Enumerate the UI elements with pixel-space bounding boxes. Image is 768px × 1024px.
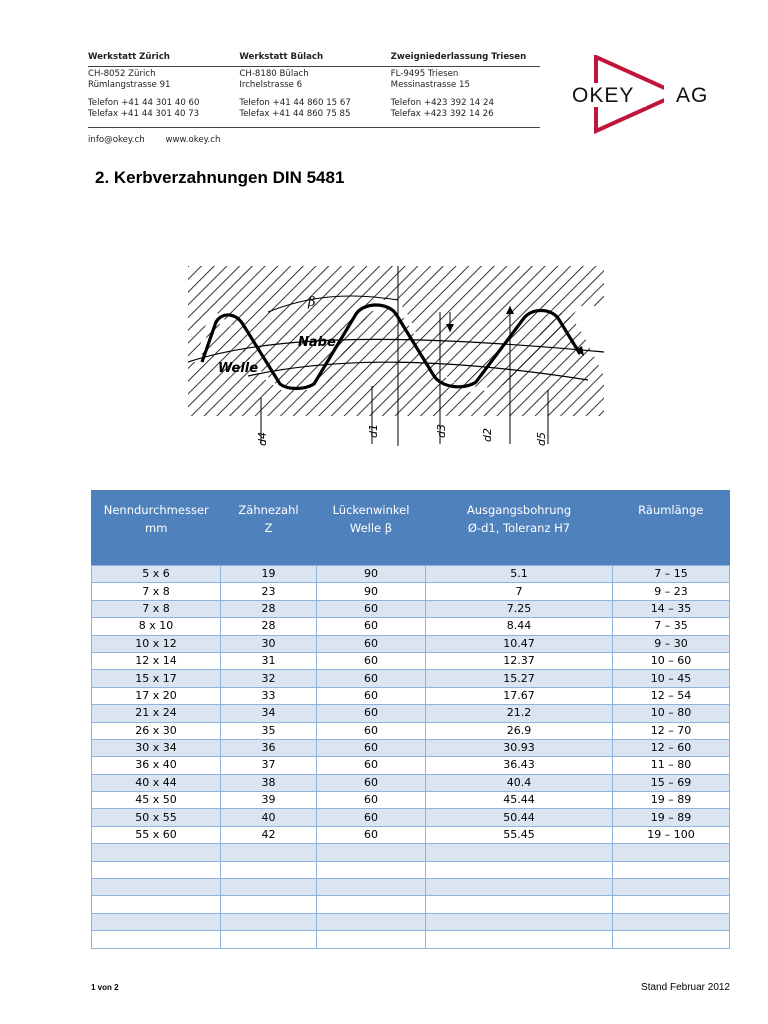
table-cell: 35 — [221, 722, 317, 739]
table-row — [92, 774, 730, 791]
table-row — [92, 618, 730, 635]
table-cell: 55 x 60 — [92, 826, 221, 843]
branch-name: Werkstatt Zürich — [88, 52, 170, 62]
table-cell: 40.4 — [426, 774, 613, 791]
table-row — [92, 652, 730, 669]
table-cell — [613, 913, 730, 930]
table-cell: 10 – 80 — [613, 705, 730, 722]
table-cell: 7 x 8 — [92, 583, 221, 600]
table-cell — [613, 879, 730, 896]
website-link[interactable]: www.okey.ch — [165, 135, 221, 145]
okey-logo — [566, 55, 726, 135]
fax: Telefax +41 44 301 40 73 — [88, 109, 200, 119]
table-cell: 23 — [221, 583, 317, 600]
table-cell: 9 – 30 — [613, 635, 730, 652]
table-cell: 7 – 35 — [613, 618, 730, 635]
table-row — [92, 931, 730, 948]
table-cell: 10 – 60 — [613, 652, 730, 669]
table-cell — [221, 861, 317, 878]
label-welle: Welle — [218, 361, 259, 376]
table-cell: 9 – 23 — [613, 583, 730, 600]
table-cell: 7 — [426, 583, 613, 600]
phone: Telefon +41 44 301 40 60 — [88, 98, 200, 108]
table-row — [92, 809, 730, 826]
table-cell: 60 — [317, 826, 426, 843]
table-cell: 17.67 — [426, 687, 613, 704]
table-cell: 50.44 — [426, 809, 613, 826]
divider — [88, 66, 540, 67]
table-cell: 60 — [317, 687, 426, 704]
address-zurich — [88, 52, 239, 120]
table-cell: 33 — [221, 687, 317, 704]
header-ausgangsbohrung: Ausgangsbohrung Ø-d1, Toleranz H7 — [426, 491, 613, 566]
table-row — [92, 826, 730, 843]
address-line: Messinastrasse 15 — [390, 80, 470, 90]
table-cell: 12.37 — [426, 652, 613, 669]
email-link[interactable]: info@okey.ch — [88, 135, 145, 145]
table-cell: 60 — [317, 618, 426, 635]
table-cell: 7.25 — [426, 600, 613, 617]
table-cell: 60 — [317, 652, 426, 669]
address-line: CH-8180 Bülach — [239, 69, 309, 79]
table-cell: 17 x 20 — [92, 687, 221, 704]
header-lueckenwinkel: Lückenwinkel Welle β — [317, 491, 426, 566]
table-cell — [92, 844, 221, 861]
table-cell — [426, 913, 613, 930]
table-cell: 21 x 24 — [92, 705, 221, 722]
table-cell: 30.93 — [426, 739, 613, 756]
label-d4: d4 — [256, 432, 269, 446]
table-row — [92, 566, 730, 583]
table-cell — [426, 896, 613, 913]
table-cell: 12 – 60 — [613, 739, 730, 756]
table-cell: 19 – 89 — [613, 792, 730, 809]
table-cell: 12 – 70 — [613, 722, 730, 739]
fax: Telefax +41 44 860 75 85 — [239, 109, 351, 119]
table-cell: 60 — [317, 757, 426, 774]
spline-table — [91, 490, 730, 949]
table-cell — [221, 913, 317, 930]
header-nenndurchmesser: Nenndurchmesser mm — [92, 491, 221, 566]
table-cell: 36.43 — [426, 757, 613, 774]
phone: Telefon +423 392 14 24 — [390, 98, 494, 108]
table-cell: 40 — [221, 809, 317, 826]
divider — [88, 127, 540, 128]
table-row — [92, 635, 730, 652]
table-cell: 32 — [221, 670, 317, 687]
table-cell: 5.1 — [426, 566, 613, 583]
table-cell — [613, 861, 730, 878]
label-d1: d1 — [367, 424, 380, 438]
label-beta: β — [308, 295, 316, 310]
table-cell: 45 x 50 — [92, 792, 221, 809]
table-cell: 19 – 100 — [613, 826, 730, 843]
spline-profile-drawing — [188, 266, 604, 456]
table-row — [92, 705, 730, 722]
table-cell: 11 – 80 — [613, 757, 730, 774]
table-row — [92, 722, 730, 739]
table-cell: 50 x 55 — [92, 809, 221, 826]
table-cell: 28 — [221, 618, 317, 635]
label-d5: d5 — [535, 432, 548, 446]
table-row — [92, 687, 730, 704]
fax: Telefax +423 392 14 26 — [390, 109, 494, 119]
table-cell — [317, 861, 426, 878]
table-cell: 19 – 89 — [613, 809, 730, 826]
table-cell: 31 — [221, 652, 317, 669]
address-line: CH-8052 Zürich — [88, 69, 156, 79]
table-cell: 55.45 — [426, 826, 613, 843]
table-cell: 7 x 8 — [92, 600, 221, 617]
table-cell: 5 x 6 — [92, 566, 221, 583]
table-cell: 19 — [221, 566, 317, 583]
address-line: Irchelstrasse 6 — [239, 80, 303, 90]
table-cell — [317, 879, 426, 896]
table-cell: 28 — [221, 600, 317, 617]
table-cell: 40 x 44 — [92, 774, 221, 791]
table-row — [92, 600, 730, 617]
table-cell: 60 — [317, 722, 426, 739]
table-cell — [221, 931, 317, 948]
table-body — [92, 566, 730, 949]
table-cell: 15 – 69 — [613, 774, 730, 791]
table-cell: 37 — [221, 757, 317, 774]
table-cell — [426, 861, 613, 878]
header-raeumlaenge: Räumlänge — [613, 491, 730, 566]
page-number: 1 von 2 — [91, 983, 119, 992]
table-cell: 12 x 14 — [92, 652, 221, 669]
table-cell: 8.44 — [426, 618, 613, 635]
label-nabe: Nabe — [298, 335, 336, 350]
table-cell: 42 — [221, 826, 317, 843]
table-cell: 15.27 — [426, 670, 613, 687]
table-cell: 60 — [317, 739, 426, 756]
label-d2: d2 — [481, 428, 494, 442]
phone: Telefon +41 44 860 15 67 — [239, 98, 351, 108]
table-cell: 60 — [317, 809, 426, 826]
table-row — [92, 757, 730, 774]
table-cell: 39 — [221, 792, 317, 809]
table-cell: 60 — [317, 670, 426, 687]
logo-text-okey: OKEY — [572, 84, 635, 107]
table-cell — [317, 931, 426, 948]
table-cell — [426, 931, 613, 948]
table-cell: 60 — [317, 705, 426, 722]
table-header-row — [92, 491, 730, 566]
table-cell: 14 – 35 — [613, 600, 730, 617]
address-line: FL-9495 Triesen — [390, 69, 459, 79]
table-cell: 26.9 — [426, 722, 613, 739]
table-cell — [317, 896, 426, 913]
table-cell — [221, 879, 317, 896]
table-cell: 60 — [317, 792, 426, 809]
table-cell: 60 — [317, 600, 426, 617]
branch-name: Zweigniederlassung Triesen — [390, 52, 527, 62]
table-cell: 30 x 34 — [92, 739, 221, 756]
table-cell — [221, 896, 317, 913]
revision-date: Stand Februar 2012 — [641, 982, 730, 993]
table-row — [92, 844, 730, 861]
table-cell: 10.47 — [426, 635, 613, 652]
table-cell: 30 — [221, 635, 317, 652]
table-cell: 45.44 — [426, 792, 613, 809]
address-triesen — [391, 52, 540, 120]
table-cell: 36 x 40 — [92, 757, 221, 774]
table-cell: 8 x 10 — [92, 618, 221, 635]
table-cell — [92, 861, 221, 878]
label-d3: d3 — [435, 424, 448, 438]
table-cell — [613, 931, 730, 948]
letterhead — [88, 52, 540, 145]
page-title: 2. Kerbverzahnungen DIN 5481 — [95, 168, 345, 187]
logo-text-ag: AG — [676, 84, 709, 107]
table-row — [92, 879, 730, 896]
table-cell — [426, 844, 613, 861]
table-cell — [613, 896, 730, 913]
table-cell: 15 x 17 — [92, 670, 221, 687]
table-cell: 12 – 54 — [613, 687, 730, 704]
address-bulach — [239, 52, 390, 120]
table-cell — [317, 844, 426, 861]
contact-line — [88, 135, 238, 145]
spline-table-container — [91, 490, 729, 949]
table-cell: 60 — [317, 774, 426, 791]
table-cell — [92, 896, 221, 913]
header-zaehnezahl: Zähnezahl Z — [221, 491, 317, 566]
table-cell: 60 — [317, 635, 426, 652]
table-cell: 38 — [221, 774, 317, 791]
table-row — [92, 792, 730, 809]
table-cell — [426, 879, 613, 896]
table-cell — [92, 913, 221, 930]
table-row — [92, 913, 730, 930]
table-cell: 34 — [221, 705, 317, 722]
address-columns — [88, 52, 540, 120]
table-cell — [92, 879, 221, 896]
address-line: Rümlangstrasse 91 — [88, 80, 171, 90]
table-cell: 10 – 45 — [613, 670, 730, 687]
table-cell — [92, 931, 221, 948]
branch-name: Werkstatt Bülach — [239, 52, 324, 62]
table-row — [92, 739, 730, 756]
table-row — [92, 583, 730, 600]
table-cell: 90 — [317, 566, 426, 583]
table-cell: 21.2 — [426, 705, 613, 722]
table-cell — [221, 844, 317, 861]
table-row — [92, 861, 730, 878]
table-cell: 7 – 15 — [613, 566, 730, 583]
table-cell: 26 x 30 — [92, 722, 221, 739]
table-cell — [613, 844, 730, 861]
table-cell: 10 x 12 — [92, 635, 221, 652]
table-cell: 36 — [221, 739, 317, 756]
table-cell — [317, 913, 426, 930]
table-row — [92, 896, 730, 913]
table-row — [92, 670, 730, 687]
table-cell: 90 — [317, 583, 426, 600]
